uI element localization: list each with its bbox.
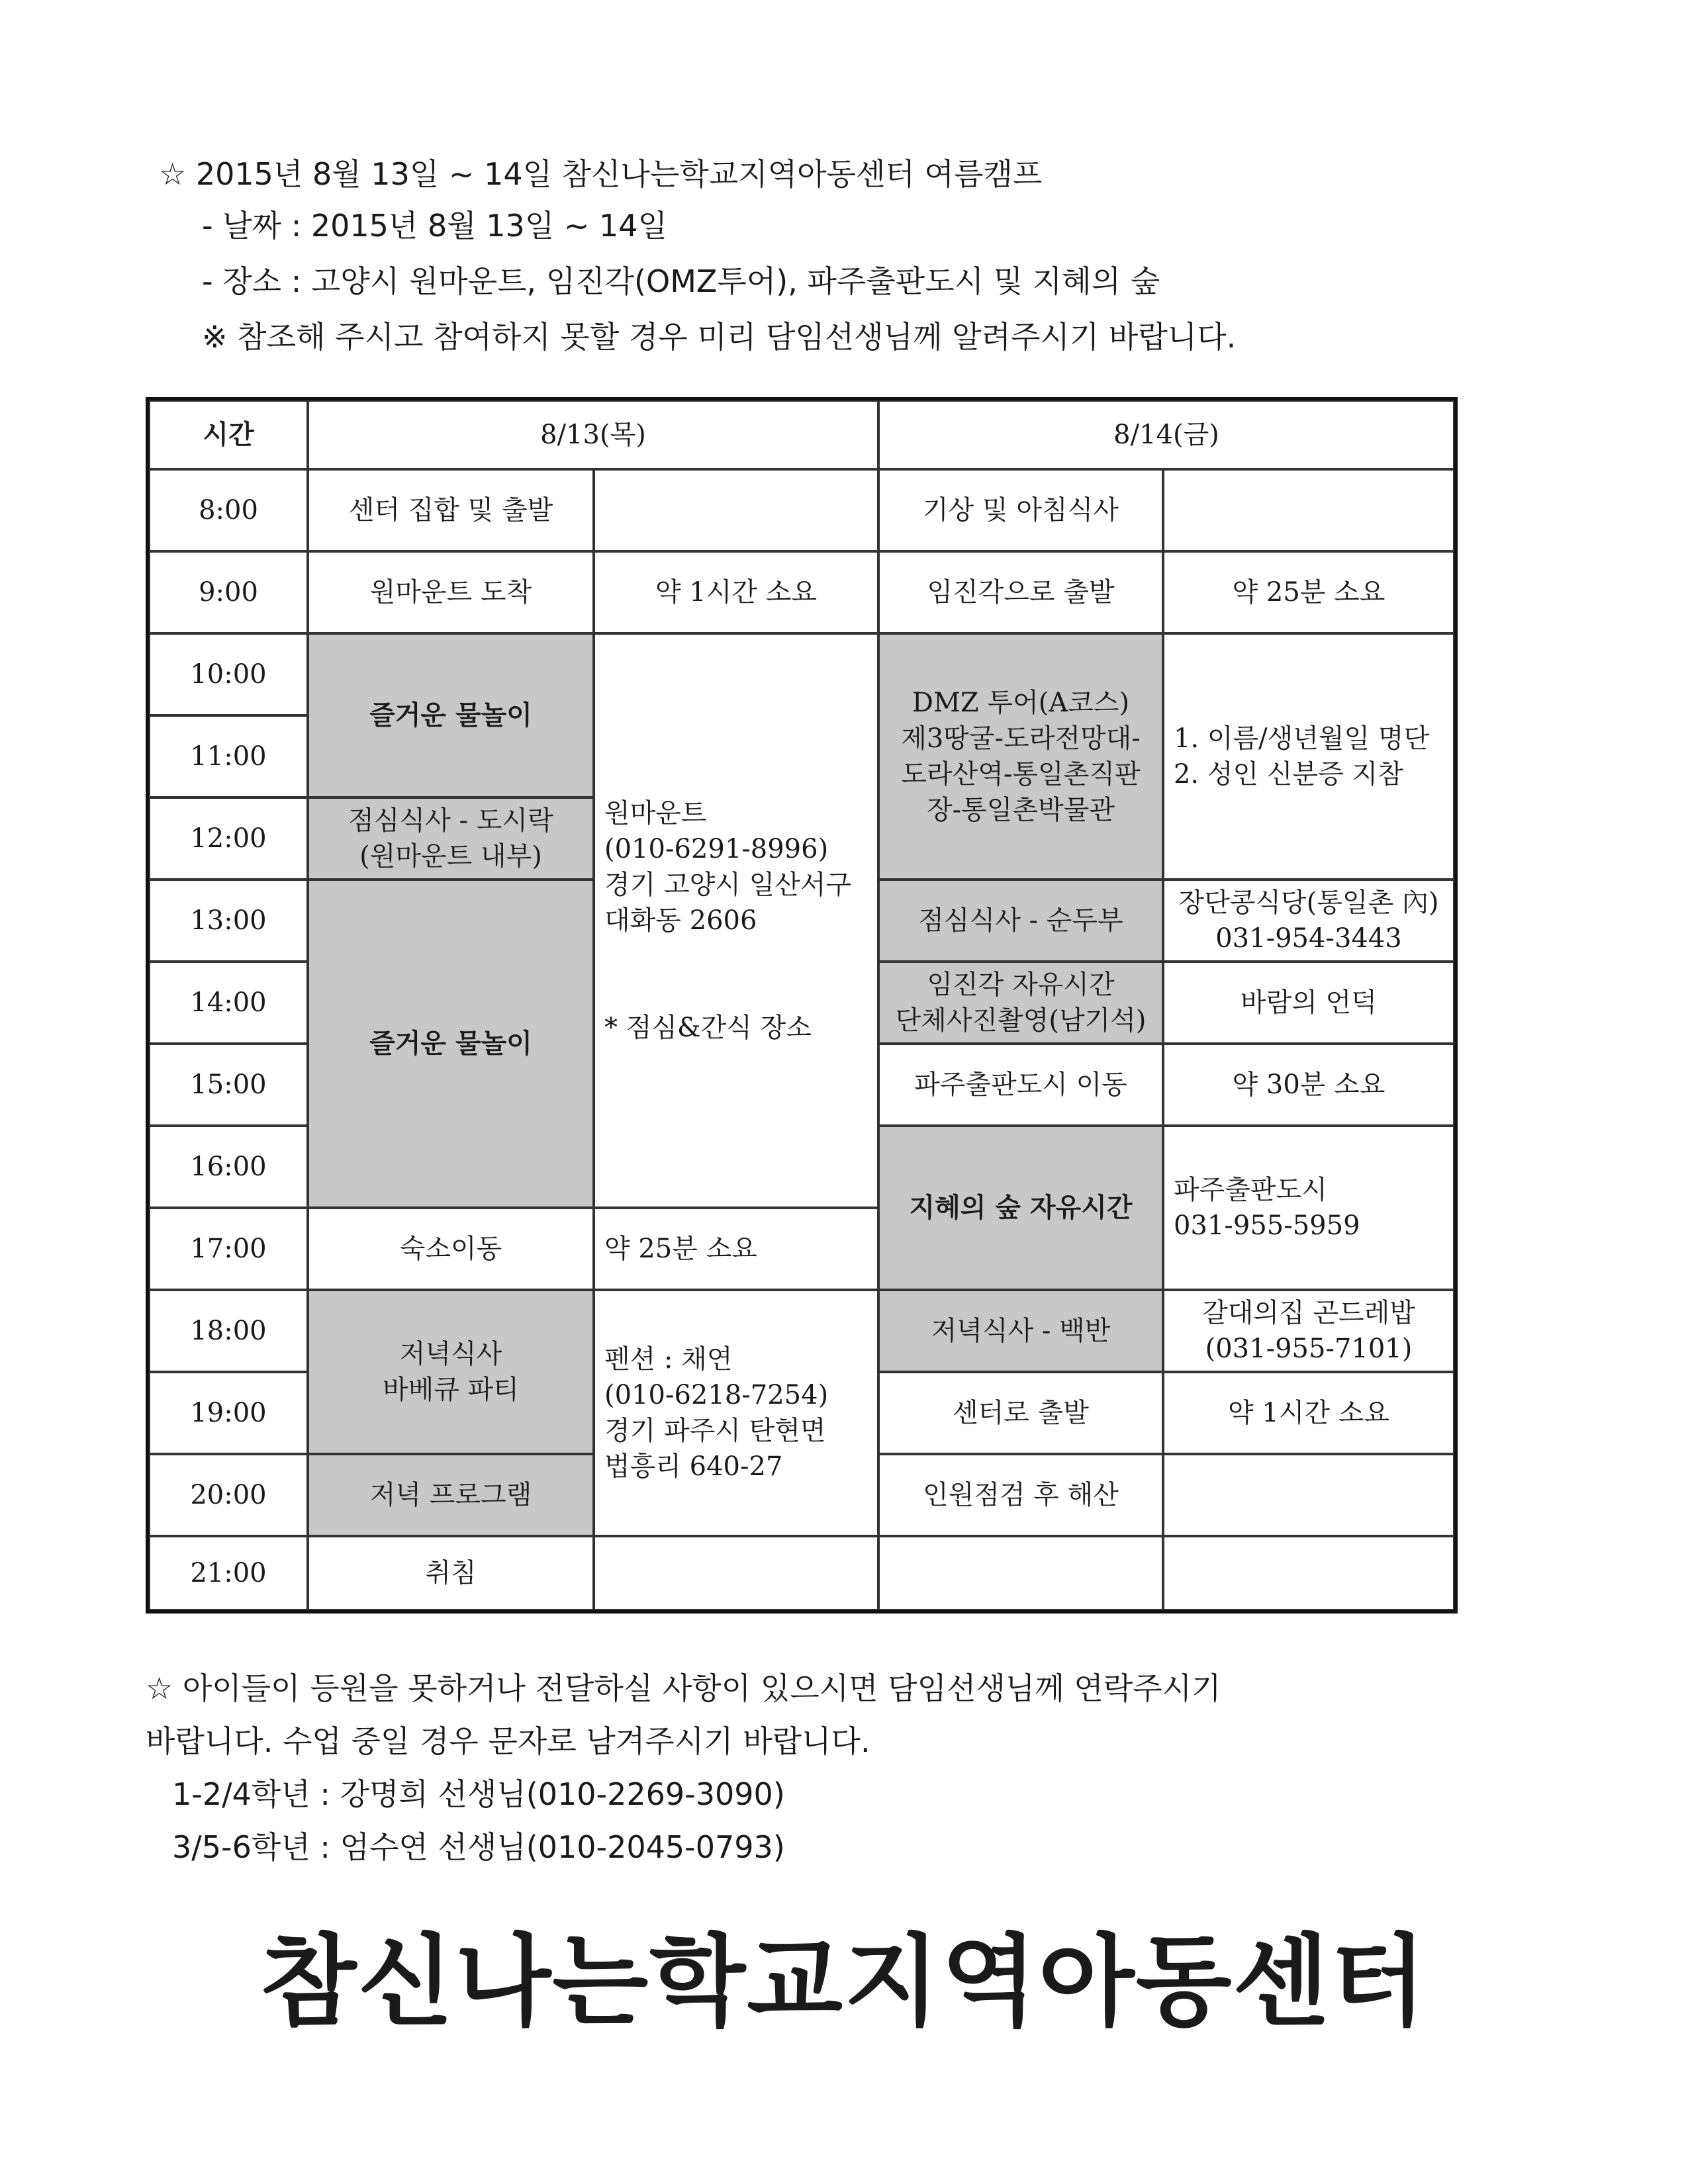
footer-notice-line2: 바랍니다. 수업 중일 경우 문자로 남겨주시기 바랍니다.: [146, 1723, 870, 1759]
time-cell: 15:00: [149, 1044, 308, 1126]
notice-title: ☆ 2015년 8월 13일 ~ 14일 참신나는학교지역아동센터 여름캠프: [159, 156, 1043, 192]
time-cell: 17:00: [149, 1208, 308, 1290]
day1-activity-water-play: 즐거운 물놀이: [308, 633, 594, 797]
time-cell: 19:00: [149, 1372, 308, 1454]
day2-header: 8/14(금): [878, 400, 1454, 469]
time-column-header: 시간: [149, 400, 308, 469]
teacher-contact-1: 1-2/4학년 : 강명희 선생님(010-2269-3090): [172, 1776, 785, 1812]
time-cell: 11:00: [149, 715, 308, 797]
day2-note-empty: [1163, 469, 1454, 551]
day2-activity-free-time: 임진각 자유시간 단체사진촬영(남기석): [878, 962, 1163, 1044]
time-cell: 16:00: [149, 1126, 308, 1208]
day1-note: 약 1시간 소요: [594, 551, 878, 633]
time-cell: 12:00: [149, 797, 308, 880]
time-cell: 20:00: [149, 1454, 308, 1536]
teacher-contact-2: 3/5-6학년 : 엄수연 선생님(010-2045-0793): [172, 1829, 785, 1865]
day2-activity: 파주출판도시 이동: [878, 1044, 1163, 1126]
day1-activity: 숙소이동: [308, 1208, 594, 1290]
day1-pension-info: 펜션 : 채연 (010-6218-7254) 경기 파주시 탄현면 법흥리 640-27: [594, 1290, 878, 1536]
day1-activity-dinner: 저녁식사 바베큐 파티: [308, 1290, 594, 1454]
day1-activity: 원마운트 도착: [308, 551, 594, 633]
day2-activity-dmz-tour: DMZ 투어(A코스) 제3땅굴-도라전망대- 도라산역-통일촌직판 장-통일촌박물관: [878, 633, 1163, 880]
day2-activity-empty: [878, 1536, 1163, 1610]
day2-activity: 센터로 출발: [878, 1372, 1163, 1454]
day2-note: 약 25분 소요: [1163, 551, 1454, 633]
footer-notice-line1: ☆ 아이들이 등원을 못하거나 전달하실 사항이 있으시면 담임선생님께 연락주시기: [146, 1670, 1221, 1706]
day2-free-place: 바람의 언덕: [1163, 962, 1454, 1044]
date-line: - 날짜 : 2015년 8월 13일 ~ 14일: [202, 208, 668, 244]
time-cell: 8:00: [149, 469, 308, 551]
day2-note: 약 30분 소요: [1163, 1044, 1454, 1126]
day2-activity-forest: 지혜의 숲 자유시간: [878, 1126, 1163, 1290]
day1-note: 약 25분 소요: [594, 1208, 878, 1290]
day2-note-empty: [1163, 1454, 1454, 1536]
day1-note-empty: [594, 469, 878, 551]
time-cell: 21:00: [149, 1536, 308, 1610]
time-cell: 13:00: [149, 880, 308, 962]
day2-dinner-place: 갈대의집 곤드레밥 (031-955-7101): [1163, 1290, 1454, 1372]
day2-activity-lunch: 점심식사 - 순두부: [878, 880, 1163, 962]
day1-activity-water-play: 즐거운 물놀이: [308, 880, 594, 1208]
day1-activity: 센터 집합 및 출발: [308, 469, 594, 551]
day1-onemount-info: 원마운트 (010-6291-8996) 경기 고양시 일산서구 대화동 2606 * 점심&간식 장소: [594, 633, 878, 1208]
time-cell: 9:00: [149, 551, 308, 633]
day1-activity-lunch: 점심식사 - 도시락 (원마운트 내부): [308, 797, 594, 880]
place-line: - 장소 : 고양시 원마운트, 임진각(OMZ투어), 파주출판도시 및 지혜의 숲: [202, 263, 1160, 299]
schedule-table: [146, 397, 1458, 1614]
day2-lunch-place: 장단콩식당(통일촌 內) 031-954-3443: [1163, 880, 1454, 962]
time-cell: 10:00: [149, 633, 308, 715]
note-line: ※ 참조해 주시고 참여하지 못할 경우 미리 담임선생님께 알려주시기 바랍니다.: [202, 319, 1237, 355]
day1-header: 8/13(목): [308, 400, 878, 469]
day2-dmz-note: 1. 이름/생년월일 명단 2. 성인 신분증 지참: [1163, 633, 1454, 880]
day1-note-empty: [594, 1536, 878, 1610]
day1-activity-evening: 저녁 프로그램: [308, 1454, 594, 1536]
day2-activity: 임진각으로 출발: [878, 551, 1163, 633]
day2-note: 약 1시간 소요: [1163, 1372, 1454, 1454]
time-cell: 14:00: [149, 962, 308, 1044]
center-name-logo: 참신나는학교지역아동센터: [260, 1925, 1428, 2040]
day2-activity: 인원점검 후 해산: [878, 1454, 1163, 1536]
day2-activity: 기상 및 아침식사: [878, 469, 1163, 551]
day2-forest-place: 파주출판도시 031-955-5959: [1163, 1126, 1454, 1290]
day2-note-empty: [1163, 1536, 1454, 1610]
time-cell: 18:00: [149, 1290, 308, 1372]
day1-activity: 취침: [308, 1536, 594, 1610]
day2-activity-dinner: 저녁식사 - 백반: [878, 1290, 1163, 1372]
